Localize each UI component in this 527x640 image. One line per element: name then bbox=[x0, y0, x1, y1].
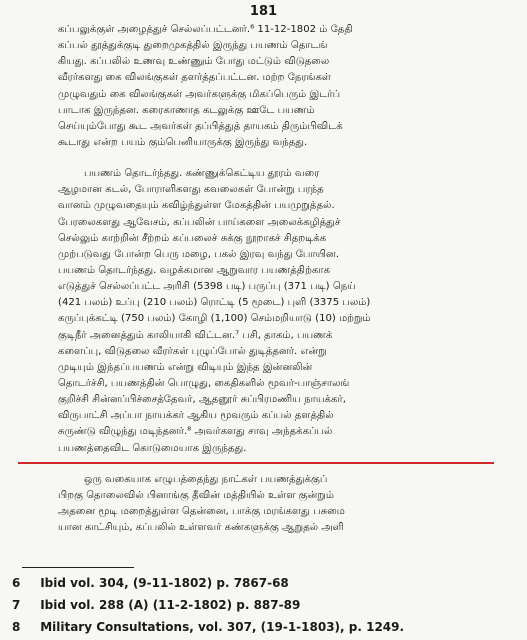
text-line: தொடர்ச்சி, பயணத்தின் பொழுது, கைதிகளில் மூவர்-பாஞ்சாலங் bbox=[58, 377, 350, 389]
text-line: கியது. கப்பலில் உணவு உண்ணும் போது மட்டும் விடுதலை bbox=[58, 56, 330, 68]
text-line: முடியும் இந்தப்பயணம் என்று விடியும் இந்த இன்னலின் bbox=[58, 361, 313, 373]
text-line: முற்படுவது போன்ற பெரு மழை, பகல் இரவு வந்து போயின. bbox=[58, 248, 340, 260]
footnote-divider bbox=[22, 567, 134, 568]
text-line: வானம் முழுவதையும் கவிழ்ந்துள்ள மேகத்தின் பயமுறுத்தல். bbox=[58, 200, 335, 212]
text-line: யான காட்சியும், கப்பலில் உள்ளவர் கண்களுக்கு ஆறுதல் அளி bbox=[58, 522, 344, 534]
text-line: ஆழமான கடல், போராளிகளது கவலைகள் போன்று பரந்த bbox=[58, 184, 324, 196]
text-line: செல்லும் காற்றின் சீற்றம் கப்பலைச் சுக்கு நூறாகச் சிதறடிக்க bbox=[58, 232, 327, 244]
body-text bbox=[58, 22, 488, 536]
paragraph bbox=[58, 472, 488, 537]
red-underline-annotation bbox=[18, 462, 494, 464]
text-line: களைப்பு, விடுதலை வீரர்கள் புழுப்போல் துடித்தனர். என்று bbox=[58, 345, 327, 357]
text-line: ஒரு வகையாக எழுபத்தைந்து நாட்கள் பயணத்துக்குப் bbox=[84, 473, 328, 485]
page-number: 181 bbox=[249, 4, 278, 19]
text-line: விருபாட்சி அப்பா நாயக்கர் ஆகிய மூவரும் கப்பல் தளத்தில் bbox=[58, 410, 334, 422]
text-line: கப்பல் தூத்துக்குடி துறைமுகத்தில் இருந்து பயணம் தொடங் bbox=[58, 40, 328, 52]
footnote-text: Military Consultations, vol. 307, (19-1-1803), p. 1249. bbox=[40, 620, 405, 634]
footnote-number: 8 bbox=[12, 620, 21, 634]
footnote bbox=[10, 572, 520, 594]
text-line: எடுத்துச் செல்லப்பட்ட அரிசி (5398 படி) பருப்பு (371 படி) நெய் bbox=[58, 281, 356, 293]
text-line: பேரலைகளது ஆவேசம், கப்பலின் பாய்களை அலைக்கழித்துச் bbox=[58, 216, 341, 228]
text-line: செய்யும்போது கூட அவர்கள் தப்பித்துத் தாயகம் திரும்பிவிடக் bbox=[58, 120, 343, 132]
text-line: முழுவதும் கை விலங்குகள் அவர்களுக்கு மிகப்பெரும் இடர்ப் bbox=[58, 88, 341, 100]
text-line: பயணம் தொடர்ந்தது. கண்ணுக்கெட்டிய தூரம் வரை bbox=[84, 168, 320, 180]
footnote-text: Ibid vol. 288 (A) (11-2-1802) p. 887-89 bbox=[40, 598, 301, 612]
footnote-number: 7 bbox=[12, 598, 21, 612]
text-line: பயணம் தொடர்ந்தது. வழக்கமான ஆறுவார பயணத்திற்காக bbox=[58, 264, 331, 276]
text-line: கருப்புக்கட்டி (750 பலம்) கோழி (1,100) செம்மறியாடு (10) மற்றும் bbox=[58, 313, 371, 325]
text-line: பிறகு தொலைவில் பினாங்கு தீவின் மத்தியில் உள்ள குன்றும் bbox=[58, 489, 334, 501]
text-line: குடிநீர் அனைத்தும் காலியாகி விட்டன.⁷ பசி, தாகம், பயணக் bbox=[58, 329, 333, 341]
paragraph bbox=[58, 22, 488, 151]
footnote-number: 6 bbox=[12, 576, 21, 590]
text-line: கப்பலுக்குள் அழைத்துச் செல்லப்பட்டனர்.⁶ 11-12-1802 ம் தேதி bbox=[58, 24, 353, 35]
text-line: கூடாது என்ற பயம் கும்பெனியாருக்கு இருந்து வந்தது. bbox=[58, 136, 308, 148]
text-line: (421 பலம்) உப்பு (210 பலம்) ரொட்டி (5 மூடை) புளி (3375 பலம்) bbox=[58, 297, 371, 309]
text-line: பாடாக இருந்தன. கரைகாணாத கடலுக்கு ஊடே பயணம் bbox=[58, 104, 315, 116]
text-line: வீரர்களது கை விலங்குகள் தளர்த்தப்பட்டன. மற்ற நேரங்கள் bbox=[58, 72, 332, 84]
footnote bbox=[10, 594, 520, 616]
footnote-text: Ibid vol. 304, (9-11-1802) p. 7867-68 bbox=[40, 576, 289, 590]
text-line: குறிச்சி சின்னப்பிச்சைத்தேவர், ஆதனூர் சுப்பிரமணிய நாயக்கர், bbox=[58, 394, 346, 406]
text-line: சுருண்டு விழுந்து மடிந்தனர்.⁸ அவர்களது சாவு அந்தக்கப்பல் bbox=[58, 426, 333, 438]
footnotes bbox=[10, 572, 520, 638]
text-line: அதனை மூடி மறைத்துள்ள தென்னை, பாக்கு மரங்களது பசுமை bbox=[58, 505, 345, 517]
paragraph bbox=[58, 166, 488, 457]
text-line: பயணத்தைவிட கொடுமையாக இருந்தது. bbox=[58, 442, 247, 454]
footnote bbox=[10, 616, 520, 638]
